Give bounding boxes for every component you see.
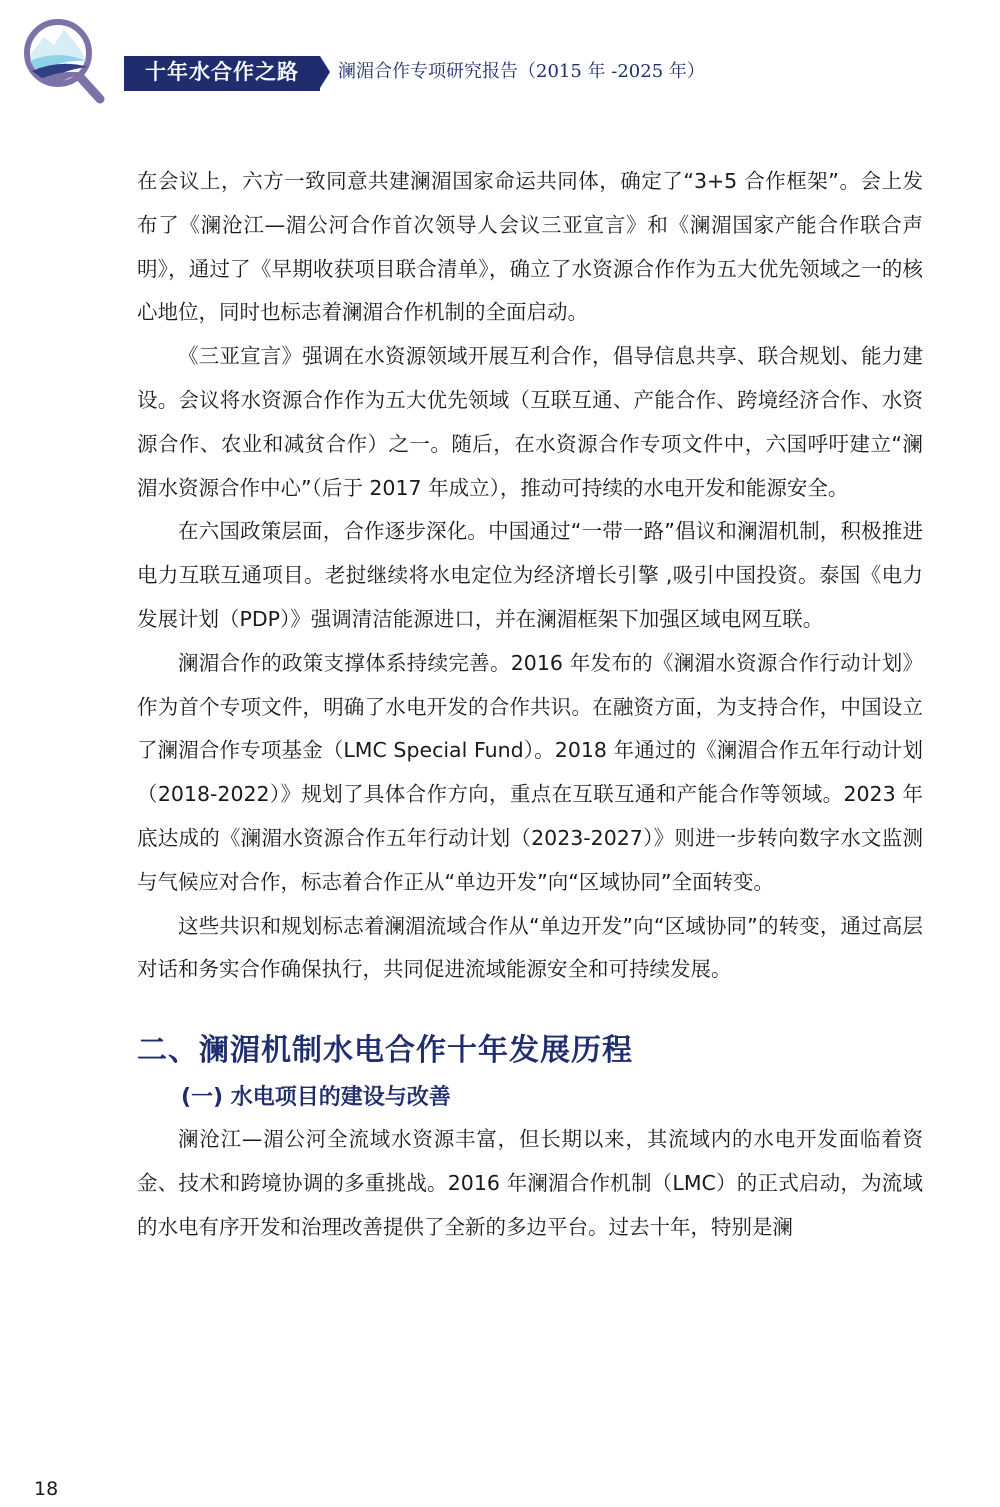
body-paragraph-4: 澜湄合作的政策支撑体系持续完善。2016 年发布的《澜湄水资源合作行动计划》作为首个专项文件，明确了水电开发的合作共识。在融资方面，为支持合作，中国设立了澜湄合作专项基金（LMC Special Fund）。2018 年通过的《澜湄合作五年行动计划（2018-2022）》规划了具体合作方向，重点在互联互通和产能合作等领域。2023 年底达成的《澜湄水资源合作五年行动计划（2023-2027）》则进一步转向数字水文监测与气候应对合作，标志着合作正从“单边开发”向“区域协同”全面转变。 [137,650,923,894]
report-logo-icon [20,15,108,105]
report-title: 澜湄合作专项研究报告（2015 年 -2025 年） [338,61,705,82]
body-paragraph-6: 澜沧江—湄公河全流域水资源丰富，但长期以来，其流域内的水电开发面临着资金、技术和跨境协调的多重挑战。2016 年澜湄合作机制（LMC）的正式启动，为流域的水电有序开发和治理改善提供了全新的多边平台。过去十年，特别是澜 [137,1127,923,1239]
body-paragraph-5: 这些共识和规划标志着澜湄流域合作从“单边开发”向“区域协同”的转变，通过高层对话和务实合作确保执行，共同促进流域能源安全和可持续发展。 [137,913,923,982]
header-rule [124,88,320,91]
subsection-heading: (一) 水电项目的建设与改善 [181,1085,451,1111]
body-paragraph-1: 在会议上，六方一致同意共建澜湄国家命运共同体，确定了“3+5 合作框架”。会上发布了《澜沧江—湄公河合作首次领导人会议三亚宣言》和《澜湄国家产能合作联合声明》，通过了《早期收获项目联合清单》，确立了水资源合作作为五大优先领域之一的核心地位，同时也标志着澜湄合作机制的全面启动。 [137,169,923,325]
body-paragraph-2: 《三亚宣言》强调在水资源领域开展互利合作，倡导信息共享、联合规划、能力建设。会议将水资源合作作为五大优先领域（互联互通、产能合作、跨境经济合作、水资源合作、农业和减贫合作）之一。随后，在水资源合作专项文件中，六国呼吁建立“澜湄水资源合作中心”（后于 2017 年成立），推动可持续的水电开发和能源安全。 [137,344,923,500]
body-paragraph-3: 在六国政策层面，合作逐步深化。中国通过“一带一路”倡议和澜湄机制，积极推进电力互联互通项目。老挝继续将水电定位为经济增长引擎 ,吸引中国投资。泰国《电力发展计划（PDP）》强调清洁能源进口，并在澜湄框架下加强区域电网互联。 [137,519,923,631]
page-number: 18 [34,1478,59,1500]
section-heading: 二、澜湄机制水电合作十年发展历程 [137,1033,633,1069]
series-title: 十年水合作之路 [124,56,320,88]
page-content [137,160,923,1250]
